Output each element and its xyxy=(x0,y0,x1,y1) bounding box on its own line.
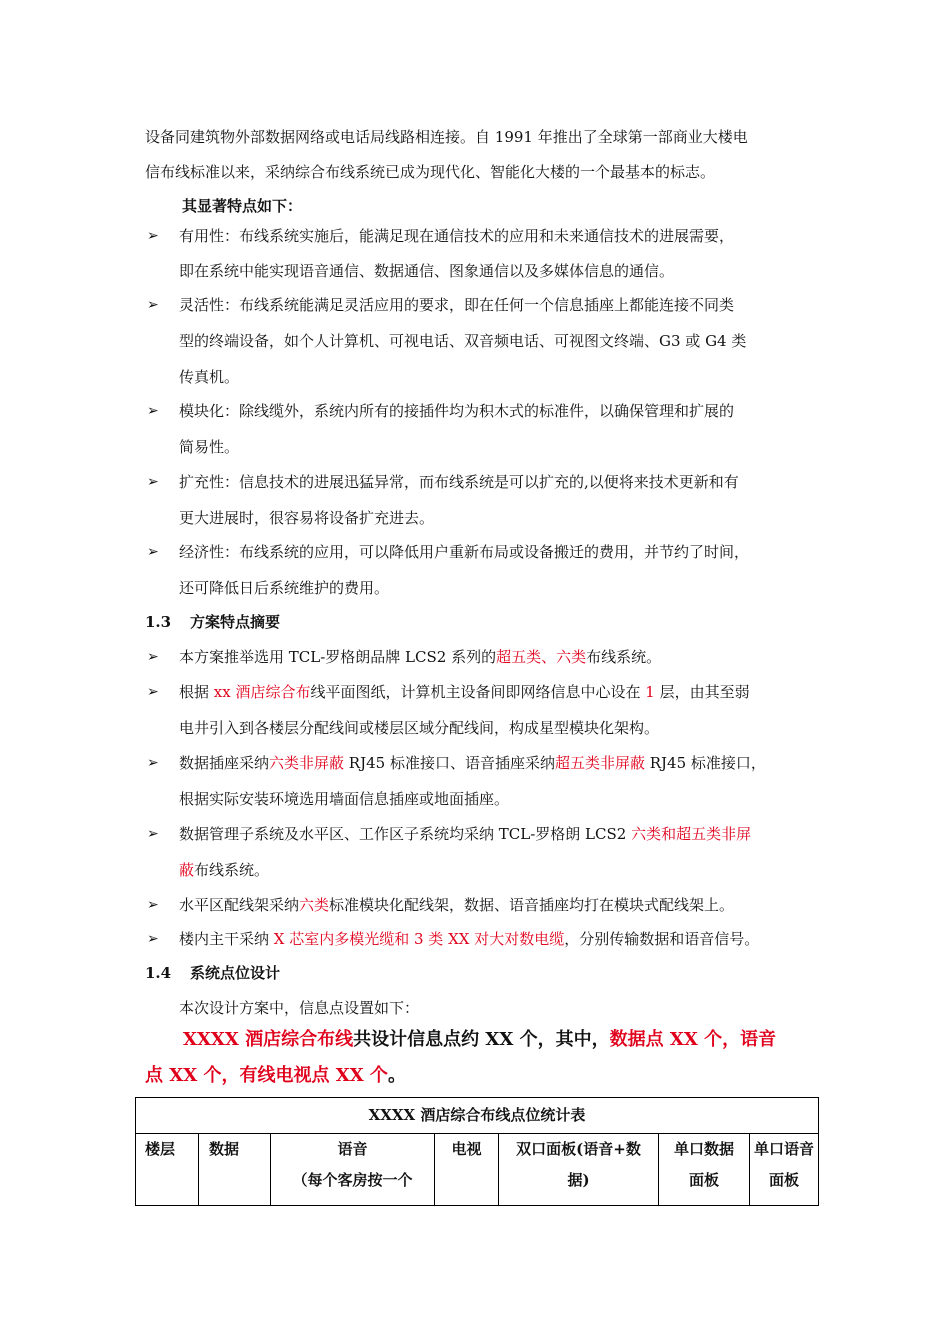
feature-4-line-2: 更大进展时，很容易将设备扩充进去。 xyxy=(179,509,435,527)
plan-item-3-line-2: 根据实际安装环境选用墙面信息插座或地面插座。 xyxy=(179,790,510,808)
plan-item-6-highlight: X 芯室内多模光缆和 3 类 XX 对大对数电缆 xyxy=(273,930,565,948)
summary-line-1 xyxy=(183,1028,776,1052)
header-voice-label-1: 语音 xyxy=(337,1140,368,1158)
plan-item-2-text: 根据 xyxy=(179,683,214,701)
summary-text-end: 。 xyxy=(387,1065,406,1086)
plan-item-4-line-2 xyxy=(179,860,269,880)
feature-1-line-2: 即在系统中能实现语音通信、数据通信、图象通信以及多媒体信息的通信。 xyxy=(179,262,675,280)
bullet-icon: ➢ xyxy=(147,474,159,490)
summary-highlight: XXXX 酒店综合布线 xyxy=(183,1029,354,1050)
plan-item-1 xyxy=(179,647,661,667)
plan-item-1-text-end: 布线系统。 xyxy=(586,648,662,666)
header-single-voice-label-1: 单口语音 xyxy=(753,1140,814,1158)
header-dual-panel-label-2: 据) xyxy=(567,1171,590,1189)
header-data xyxy=(199,1134,271,1206)
plan-item-4 xyxy=(179,824,751,844)
feature-5-line-1: 经济性：布线系统的应用，可以降低用户重新布局或设备搬迁的费用，并节约了时间， xyxy=(179,543,750,561)
plan-item-5-highlight: 六类 xyxy=(299,896,330,914)
feature-5-line-2: 还可降低日后系统维护的费用。 xyxy=(179,579,390,597)
plan-item-5-text-end: 标准模块化配线架，数据、语音插座均打在模块式配线架上。 xyxy=(329,896,735,914)
feature-2-line-3: 传真机。 xyxy=(179,368,240,386)
intro-line-1: 设备同建筑物外部数据网络或电话局线路相连接。自 1991 年推出了全球第一部商业大楼电 xyxy=(145,128,748,146)
plan-item-2-highlight: xx 酒店综合布 xyxy=(213,683,311,701)
summary-line-2 xyxy=(145,1064,406,1088)
bullet-icon: ➢ xyxy=(147,403,159,419)
feature-2-line-2: 型的终端设备，如个人计算机、可视电话、双音频电话、可视图文终端、G3 或 G4 类 xyxy=(179,332,747,350)
plan-item-1-highlight: 超五类、六类 xyxy=(496,648,587,666)
feature-2-line-1: 灵活性：布线系统能满足灵活应用的要求，即在任何一个信息插座上都能连接不同类 xyxy=(179,296,735,314)
header-single-data-label-1: 单口数据 xyxy=(673,1140,734,1158)
header-dual-panel xyxy=(499,1134,659,1206)
bullet-icon: ➢ xyxy=(147,297,159,313)
section-intro: 本次设计方案中，信息点设置如下： xyxy=(179,999,420,1017)
plan-item-5-text: 水平区配线架采纳 xyxy=(179,896,300,914)
header-single-voice-label-2: 面板 xyxy=(768,1171,799,1189)
feature-1-line-1: 有用性：布线系统实施后，能满足现在通信技术的应用和未来通信技术的进展需要， xyxy=(179,227,735,245)
plan-item-6 xyxy=(179,929,759,949)
bullet-icon: ➢ xyxy=(147,228,159,244)
feature-4-line-1: 扩充性：信息技术的进展迅猛异常，而布线系统是可以扩充的,以便将来技术更新和有 xyxy=(179,473,739,491)
bullet-icon: ➢ xyxy=(147,755,159,771)
header-tv-label: 电视 xyxy=(451,1140,482,1158)
summary-highlight-3: 点 XX 个，有线电视点 XX 个 xyxy=(145,1065,388,1086)
summary-highlight-2: 数据点 XX 个，语音 xyxy=(609,1029,777,1050)
bullet-icon: ➢ xyxy=(147,826,159,842)
header-dual-panel-label-1: 双口面板(语音+数 xyxy=(516,1140,641,1158)
table-title: XXXX 酒店综合布线点位统计表 xyxy=(136,1098,819,1134)
header-floor xyxy=(136,1134,199,1206)
plan-item-3-text-mid: RJ45 标准接口、语音插座采纳 xyxy=(344,754,555,772)
plan-item-2-text-mid: 线平面图纸，计算机主设备间即网络信息中心设在 xyxy=(310,683,646,701)
header-single-data-panel xyxy=(659,1134,750,1206)
plan-item-2-text-end: 层，由其至弱 xyxy=(654,683,750,701)
plan-item-5 xyxy=(179,895,734,915)
bullet-icon: ➢ xyxy=(147,931,159,947)
plan-item-1-text: 本方案推举选用 TCL-罗格朗品牌 LCS2 系列的 xyxy=(179,648,497,666)
plan-item-3-text-end: RJ45 标准接口， xyxy=(644,754,766,772)
features-heading: 其显著特点如下： xyxy=(182,197,303,215)
plan-item-3-highlight-2: 超五类非屏蔽 xyxy=(554,754,645,772)
feature-3-line-1: 模块化：除线缆外，系统内所有的接插件均为积木式的标准件，以确保管理和扩展的 xyxy=(179,402,735,420)
plan-item-3-highlight: 六类非屏蔽 xyxy=(269,754,345,772)
bullet-icon: ➢ xyxy=(147,684,159,700)
section-title: 系统点位设计 xyxy=(190,964,281,982)
header-single-voice-panel xyxy=(750,1134,819,1206)
header-single-data-label-2: 面板 xyxy=(688,1171,719,1189)
points-statistics-table xyxy=(135,1097,819,1206)
plan-item-3 xyxy=(179,753,766,773)
table-header-row xyxy=(136,1134,819,1206)
summary-text: 共设计信息点约 XX 个，其中， xyxy=(353,1029,610,1050)
section-title: 方案特点摘要 xyxy=(190,613,281,631)
plan-item-2-highlight-2: 1 xyxy=(645,683,655,701)
plan-item-6-text-end: ，分别传输数据和语音信号。 xyxy=(564,930,760,948)
plan-item-6-text: 楼内主干采纳 xyxy=(179,930,274,948)
header-tv xyxy=(435,1134,499,1206)
bullet-icon: ➢ xyxy=(147,544,159,560)
plan-item-4-text: 数据管理子系统及水平区、工作区子系统均采纳 TCL-罗格朗 LCS2 xyxy=(179,825,632,843)
plan-item-2 xyxy=(179,682,750,702)
plan-item-3-text: 数据插座采纳 xyxy=(179,754,270,772)
header-voice xyxy=(271,1134,435,1206)
plan-item-2-line-2: 电井引入到各楼层分配线间或楼层区域分配线间，构成星型模块化架构。 xyxy=(179,719,660,737)
header-floor-label: 楼层 xyxy=(145,1140,176,1158)
section-number: 1.3 xyxy=(145,613,172,631)
plan-item-4-text-end: 布线系统。 xyxy=(194,861,270,879)
feature-3-line-2: 简易性。 xyxy=(179,438,240,456)
bullet-icon: ➢ xyxy=(147,649,159,665)
bullet-icon: ➢ xyxy=(147,897,159,913)
intro-line-2: 信布线标准以来，采纳综合布线系统已成为现代化、智能化大楼的一个最基本的标志。 xyxy=(145,163,716,181)
plan-item-4-highlight: 六类和超五类非屏 xyxy=(631,825,752,843)
section-number: 1.4 xyxy=(145,964,172,982)
header-data-label: 数据 xyxy=(209,1140,240,1158)
plan-item-4-highlight-2: 蔽 xyxy=(179,861,195,879)
header-voice-label-2: （每个客房按一个 xyxy=(292,1171,413,1189)
